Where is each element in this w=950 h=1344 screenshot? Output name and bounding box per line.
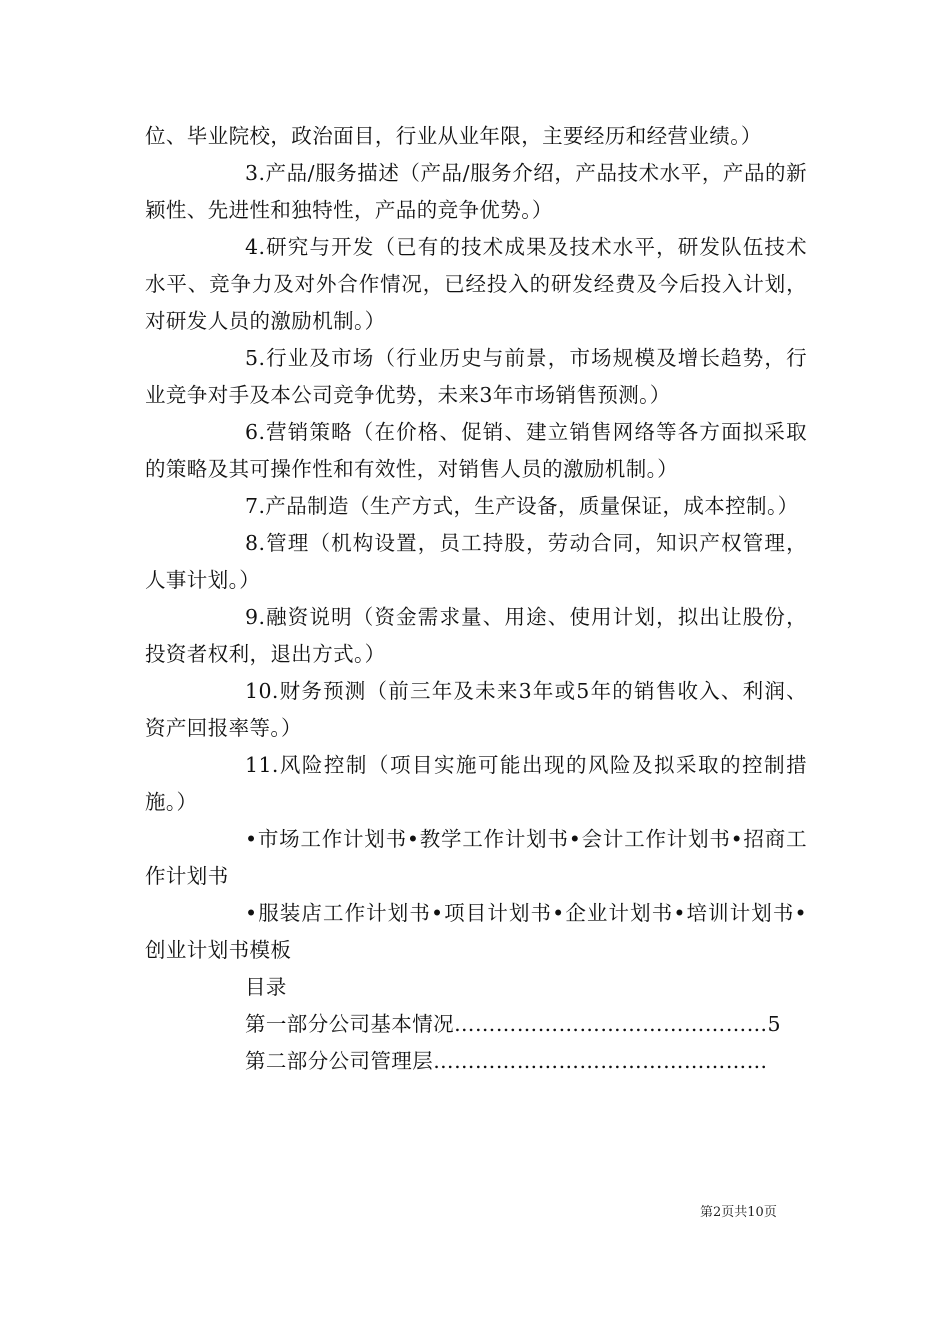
paragraph-financing: 9.融资说明（资金需求量、用途、使用计划，拟出让股份，投资者权利，退出方式。） (145, 605, 807, 666)
toc-heading: 目录 (245, 975, 287, 999)
related-links-line-1: •市场工作计划书•教学工作计划书•会计工作计划书•招商工作计划书 (145, 827, 807, 888)
paragraph-risk-control: 11.风险控制（项目实施可能出现的风险及拟采取的控制措施。） (145, 753, 807, 814)
toc-entry-part-1: 第一部分公司基本情况………………………………………5 (245, 1012, 781, 1036)
paragraph-product-service: 3.产品/服务描述（产品/服务介绍，产品技术水平，产品的新颖性、先进性和独特性，产品的竞争优势。） (145, 161, 807, 222)
toc-entry-part-2: 第二部分公司管理层………………………………………… (245, 1049, 768, 1073)
paragraph-financial-forecast: 10.财务预测（前三年及未来3年或5年的销售收入、利润、资产回报率等。） (145, 679, 807, 740)
paragraph-marketing-strategy: 6.营销策略（在价格、促销、建立销售网络等各方面拟采取的策略及其可操作性和有效性，对销售人员的激励机制。） (145, 420, 807, 481)
paragraph-manufacturing: 7.产品制造（生产方式，生产设备，质量保证，成本控制。） (245, 494, 799, 518)
page-number-footer: 第2页共10页 (700, 1205, 777, 1220)
paragraph-management: 8.管理（机构设置，员工持股，劳动合同，知识产权管理，人事计划。） (145, 531, 807, 592)
document-body (145, 118, 807, 1080)
paragraph-industry-market: 5.行业及市场（行业历史与前景，市场规模及增长趋势，行业竞争对手及本公司竞争优势，未来3年市场销售预测。） (145, 346, 807, 407)
paragraph-continued-bio: 位、毕业院校，政治面目，行业从业年限，主要经历和经营业绩。） (145, 124, 762, 148)
paragraph-research-development: 4.研究与开发（已有的技术成果及技术水平，研发队伍技术水平、竞争力及对外合作情况，已经投入的研发经费及今后投入计划，对研发人员的激励机制。） (145, 235, 807, 333)
related-links-line-2: •服装店工作计划书•项目计划书•企业计划书•培训计划书•创业计划书模板 (145, 901, 807, 962)
